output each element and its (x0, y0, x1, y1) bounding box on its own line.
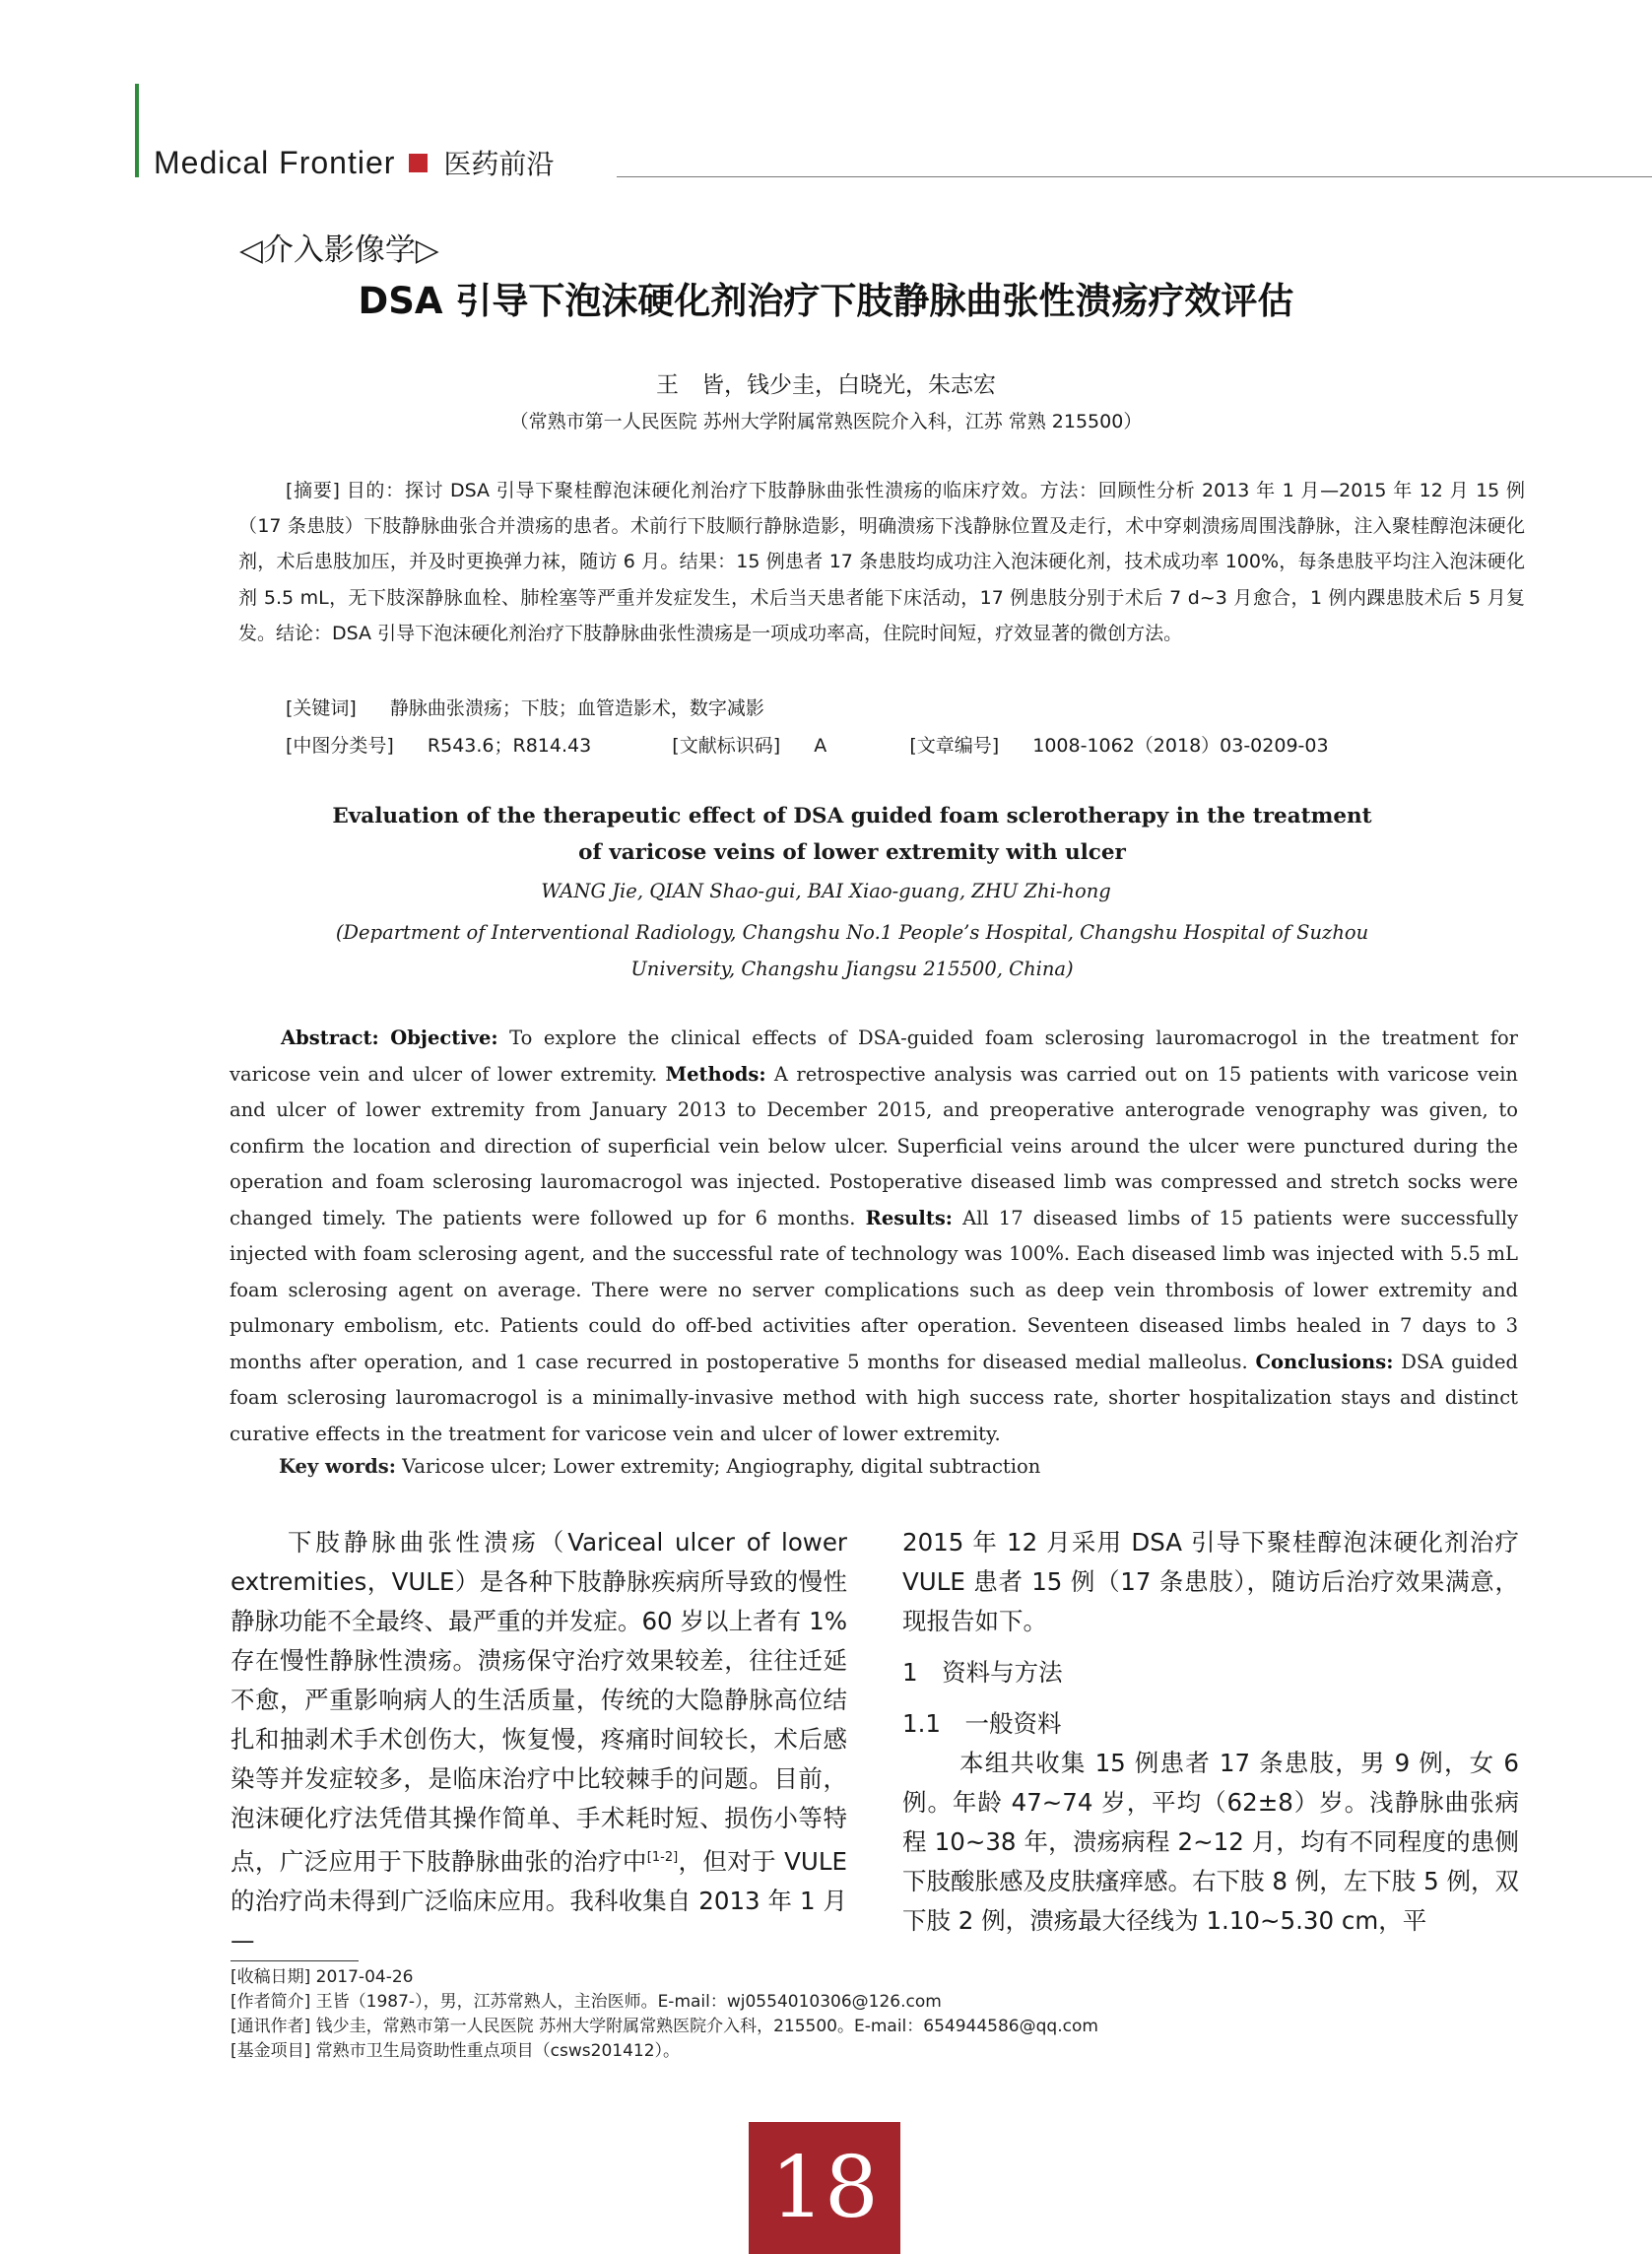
running-head (154, 143, 554, 182)
body-text: 下肢静脉曲张性溃疡（Variceal ulcer of lower extremities，VULE）是各种下肢静脉疾病所导致的慢性静脉功能不全最终、最严重的并发症。60 岁以上者有 1%存在慢性静脉性溃疡。溃疡保守治疗效果较差，往往迁延不愈，严重影响病人的生活质量，传统的大隐静脉高位结扎和抽剥术手术创伤大，恢复慢，疼痛时间较长，术后感染等并发症较多，是临床治疗中比较棘手的问题。目前，泡沫硬化疗法凭借其操作简单、手术耗时短、损伤小等特点，广泛应用于下肢静脉曲张的治疗中 (231, 1528, 847, 1877)
methods-label: Methods: (665, 1062, 766, 1086)
affiliation-en: (Department of Interventional Radiology, Changshu No.1 People’s Hospital, Changshu Hospital of Suzhou University, Changshu Jiangsu 215500, China) (335, 921, 1369, 980)
footnote-funding: [基金项目] 常熟市卫生局资助性重点项目（csws201412）。 (231, 2041, 681, 2061)
keywords-cn: 静脉曲张溃疡；下肢；血管造影术，数字减影 (389, 697, 764, 719)
classification-line (286, 731, 1329, 758)
keywords-en-label: Key words: (279, 1455, 396, 1478)
objective-text: To explore the clinical effects of DSA-guided foam sclerosing lauromacrogol in the treatment for varicose vein and ulcer of lower extremity. (230, 1027, 1519, 1086)
article-no-value: 1008-1062（2018）03-0209-03 (1032, 735, 1329, 757)
abstract-en-label: Abstract: (281, 1027, 379, 1049)
conclusions-label: Conclusions: (1255, 1350, 1394, 1373)
header-square-icon (409, 154, 428, 172)
results-label: Results: (865, 1206, 953, 1229)
section-tag: ◁介入影像学▷ (239, 232, 439, 268)
conclusions-text: DSA guided foam sclerosing lauromacrogol is a minimally-invasive method with high success rate, shorter hospitalization stays and distinct curative effects in the treatment for varicose vein and ulcer of lower extremity. (230, 1350, 1518, 1445)
authors-cn: 王 皆，钱少圭，白晓光，朱志宏 (656, 372, 996, 398)
results-text: All 17 diseased limbs of 15 patients were successfully injected with foam sclerosing agent, and the successful rate of technology was 100%. Each diseased limb was injected with 5.5 mL foam sclerosing agent on average. There were no server complications such as deep vein thrombosis of lower extremity and pulmonary embolism, etc. Patients could do off-bed activities after operation. Seventeen diseased limbs healed in 7 days to 3 months after operation, and 1 case recurred in postoperative 5 months for diseased medial malleolus. (230, 1206, 1519, 1373)
body-paragraph: 本组共收集 15 例患者 17 条患肢，男 9 例，女 6 例。年龄 47~74 岁，平均（62±8）岁。浅静脉曲张病程 10~38 年，溃疡病程 2~12 月，均有不同程度的患侧下肢酸胀感及皮肤瘙痒感。右下肢 8 例，左下肢 5 例，双下肢 2 例，溃疡最大径线为 1.10~5.30 cm，平 (902, 1749, 1519, 1935)
body-paragraph: 2015 年 12 月采用 DSA 引导下聚桂醇泡沫硬化剂治疗 VULE 患者 15 例（17 条患肢），随访后治疗效果满意，现报告如下。 (902, 1528, 1519, 1635)
clc-value: R543.6；R814.43 (427, 735, 592, 757)
article-no-label: [文章编号] (909, 735, 1000, 757)
clc-label: [中图分类号] (286, 735, 394, 757)
header-accent-bar (135, 84, 139, 177)
header-rule (617, 176, 1652, 177)
abstract-en (230, 1021, 1518, 1452)
body-right-column (902, 1523, 1519, 1941)
affiliation-cn: （常熟市第一人民医院 苏州大学附属常熟医院介入科，江苏 常熟 215500） (509, 411, 1143, 432)
footnotes (231, 1965, 1610, 2064)
footnote-rule (231, 1960, 359, 1961)
journal-name-cn: 医药前沿 (443, 148, 555, 180)
section-heading: 1 资料与方法 (902, 1658, 1063, 1687)
methods-text: A retrospective analysis was carried out on 15 patients with varicose vein and ulcer of lower extremity from January 2013 to December 2015, and preoperative anterograde venography was given, to confirm the location and direction of superficial vein below ulcer. Superficial veins around the ulcer were punctured during the operation and foam sclerosing lauromacrogol was injected. Postoperative diseased limb was compressed and stretch socks were changed timely. The patients were followed up for 6 months. (230, 1062, 1518, 1229)
body-text: ，但对于 VULE 的治疗尚未得到广泛临床应用。我科收集自 2013 年 1 月— (231, 1847, 847, 1956)
citation: [1-2] (646, 1850, 679, 1865)
body-paragraph (231, 1523, 847, 1960)
keywords-cn-line (286, 694, 764, 720)
title-cn: DSA 引导下泡沫硬化剂治疗下肢静脉曲张性溃疡疗效评估 (358, 280, 1294, 322)
journal-name-en: Medical Frontier (154, 144, 396, 180)
subsection-heading: 1.1 一般资料 (902, 1709, 1062, 1738)
keywords-en-line (279, 1455, 1040, 1478)
footnote-received: [收稿日期] 2017-04-26 (231, 1967, 414, 1987)
abstract-cn: [摘要] 目的：探讨 DSA 引导下聚桂醇泡沫硬化剂治疗下肢静脉曲张性溃疡的临床疗效。方法：回顾性分析 2013 年 1 月—2015 年 12 月 15 例（17 条患肢）下肢静脉曲张合并溃疡的患者。术前行下肢顺行静脉造影，明确溃疡下浅静脉位置及走行，术中穿刺溃疡周围浅静脉，注入聚桂醇泡沫硬化剂，术后患肢加压，并及时更换弹力袜，随访 6 月。结果：15 例患者 17 条患肢均成功注入泡沫硬化剂，技术成功率 100%，每条患肢平均注入泡沫硬化剂 5.5 mL，无下肢深静脉血栓、肺栓塞等严重并发症发生，术后当天患者能下床活动，17 例患肢分别于术后 7 d~3 月愈合，1 例内踝患肢术后 5 月复发。结论：DSA 引导下泡沫硬化剂治疗下肢静脉曲张性溃疡是一项成功率高，住院时间短，疗效显著的微创方法。 (238, 480, 1525, 644)
objective-label: Objective: (390, 1027, 498, 1049)
keywords-cn-label: [关键词] (286, 697, 357, 719)
body-left-column (231, 1523, 847, 1960)
doc-code-label: [文献标识码] (672, 735, 781, 757)
footnote-author-bio: [作者简介] 王皆（1987-），男，江苏常熟人，主治医师。E-mail：wj0554010306@126.com (231, 1992, 942, 2012)
doc-code-value: A (814, 735, 827, 757)
title-en: Evaluation of the therapeutic effect of DSA guided foam sclerotherapy in the treatment of varicose veins of lower extremity with ulcer (332, 804, 1372, 865)
authors-en: WANG Jie, QIAN Shao-gui, BAI Xiao-guang, ZHU Zhi-hong (541, 880, 1111, 902)
keywords-en: Varicose ulcer; Lower extremity; Angiography, digital subtraction (402, 1455, 1041, 1478)
page-number: 18 (749, 2122, 900, 2254)
footnote-corresponding: [通讯作者] 钱少圭，常熟市第一人民医院 苏州大学附属常熟医院介入科，215500。E-mail：654944586@qq.com (231, 2017, 1098, 2036)
